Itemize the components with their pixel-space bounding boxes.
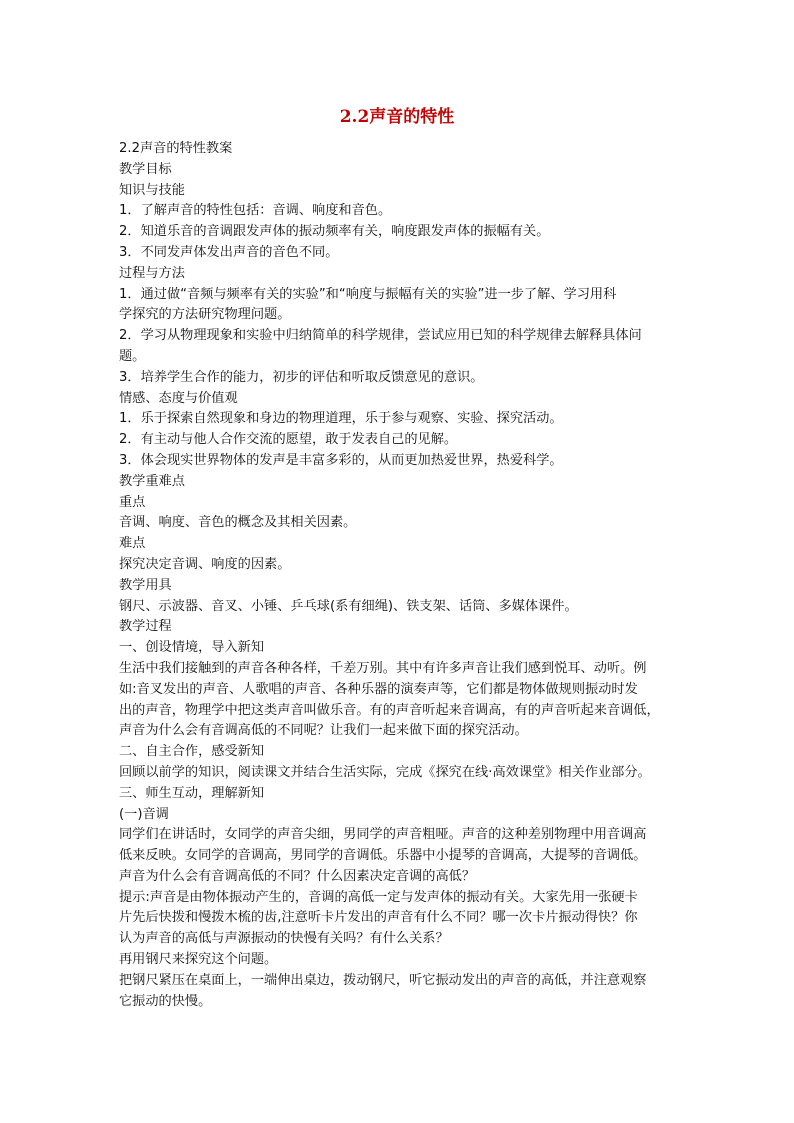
document-body: [119, 139, 681, 1012]
text-line: 同学们在讲话时，女同学的声音尖细，男同学的声音粗哑。声音的这种差别物理中用音调高: [119, 827, 647, 843]
text-line: 提示:声音是由物体振动产生的，音调的高低一定与发声体的振动有关。大家先用一张硬卡: [119, 889, 638, 905]
text-line: 生活中我们接触到的声音各种各样，千差万别。其中有许多声音让我们感到悦耳、动听。例: [119, 660, 647, 676]
text-line: 过程与方法: [119, 265, 185, 281]
text-line: 二、自主合作，感受新知: [119, 744, 265, 760]
text-line: 教学用具: [119, 577, 172, 593]
text-line: 2．有主动与他人合作交流的愿望，敢于发表自己的见解。: [119, 432, 458, 448]
text-line: 2.2声音的特性教案: [119, 141, 233, 156]
text-line: 教学重难点: [119, 473, 185, 489]
text-line: 一、创设情境，导入新知: [119, 640, 265, 656]
text-line: 重点: [119, 494, 146, 510]
page-title: 2.2声音的特性: [339, 107, 455, 127]
text-line: 1．乐于探索自然现象和身边的物理道理，乐于参与观察、实验、探究活动。: [119, 411, 563, 427]
text-line: 1．通过做“音频与频率有关的实验”和“响度与振幅有关的实验”进一步了解、学习用科: [119, 286, 617, 302]
text-line: 低来反映。女同学的音调高，男同学的音调低。乐器中小提琴的音调高，大提琴的音调低。: [119, 848, 647, 864]
text-line: 情感、态度与价值观: [119, 390, 238, 406]
text-line: 音调、响度、音色的概念及其相关因素。: [119, 515, 357, 531]
text-line: 学探究的方法研究物理问题。: [119, 307, 291, 323]
text-line: 钢尺、示波器、音叉、小锤、乒乓球(系有细绳)、铁支架、话筒、多媒体课件。: [119, 598, 578, 614]
text-line: 三、师生互动，理解新知: [119, 785, 265, 801]
text-line: 知识与技能: [119, 182, 185, 198]
text-line: 2．知道乐音的音调跟发声体的振动频率有关，响度跟发声体的振幅有关。: [119, 224, 550, 240]
text-line: 题。: [119, 348, 146, 364]
text-line: (一)音调: [119, 806, 169, 822]
text-line: 认为声音的高低与声源振动的快慢有关吗？有什么关系？: [119, 931, 449, 947]
text-line: 3．体会现实世界物体的发声是丰富多彩的，从而更加热爱世界，热爱科学。: [119, 452, 563, 468]
text-line: 教学过程: [119, 619, 172, 635]
text-line: 1．了解声音的特性包括：音调、响度和音色。: [119, 203, 392, 219]
text-line: 3．培养学生合作的能力，初步的评估和听取反馈意见的意识。: [119, 369, 484, 385]
text-line: 声音为什么会有音调高低的不同？什么因素决定音调的高低？: [119, 868, 476, 884]
text-line: 它振动的快慢。: [119, 993, 212, 1009]
text-line: 3．不同发声体发出声音的音色不同。: [119, 244, 339, 260]
text-line: 出的声音，物理学中把这类声音叫做乐音。有的声音听起来音调高，有的声音听起来音调低，: [119, 702, 660, 718]
text-line: 片先后快拨和慢拨木梳的齿,注意听卡片发出的声音有什么不同？哪一次卡片振动得快？你: [119, 910, 638, 926]
text-line: 声音为什么会有音调高低的不同呢？让我们一起来做下面的探究活动。: [119, 723, 528, 739]
text-line: 如:音叉发出的声音、人歌唱的声音、各种乐器的演奏声等，它们都是物体做规则振动时发: [119, 681, 638, 697]
text-line: 再用钢尺来探究这个问题。: [119, 952, 278, 968]
text-line: 回顾以前学的知识，阅读课文并结合生活实际，完成《探究在线·高效课堂》相关作业部分。: [119, 764, 651, 780]
text-line: 难点: [119, 536, 146, 552]
text-line: 把钢尺紧压在桌面上，一端伸出桌边，拨动钢尺，听它振动发出的声音的高低，并注意观察: [119, 972, 647, 988]
text-line: 探究决定音调、响度的因素。: [119, 556, 291, 572]
text-line: 2．学习从物理现象和实验中归纳简单的科学规律，尝试应用已知的科学规律去解释具体问: [119, 328, 642, 344]
text-line: 教学目标: [119, 161, 172, 177]
